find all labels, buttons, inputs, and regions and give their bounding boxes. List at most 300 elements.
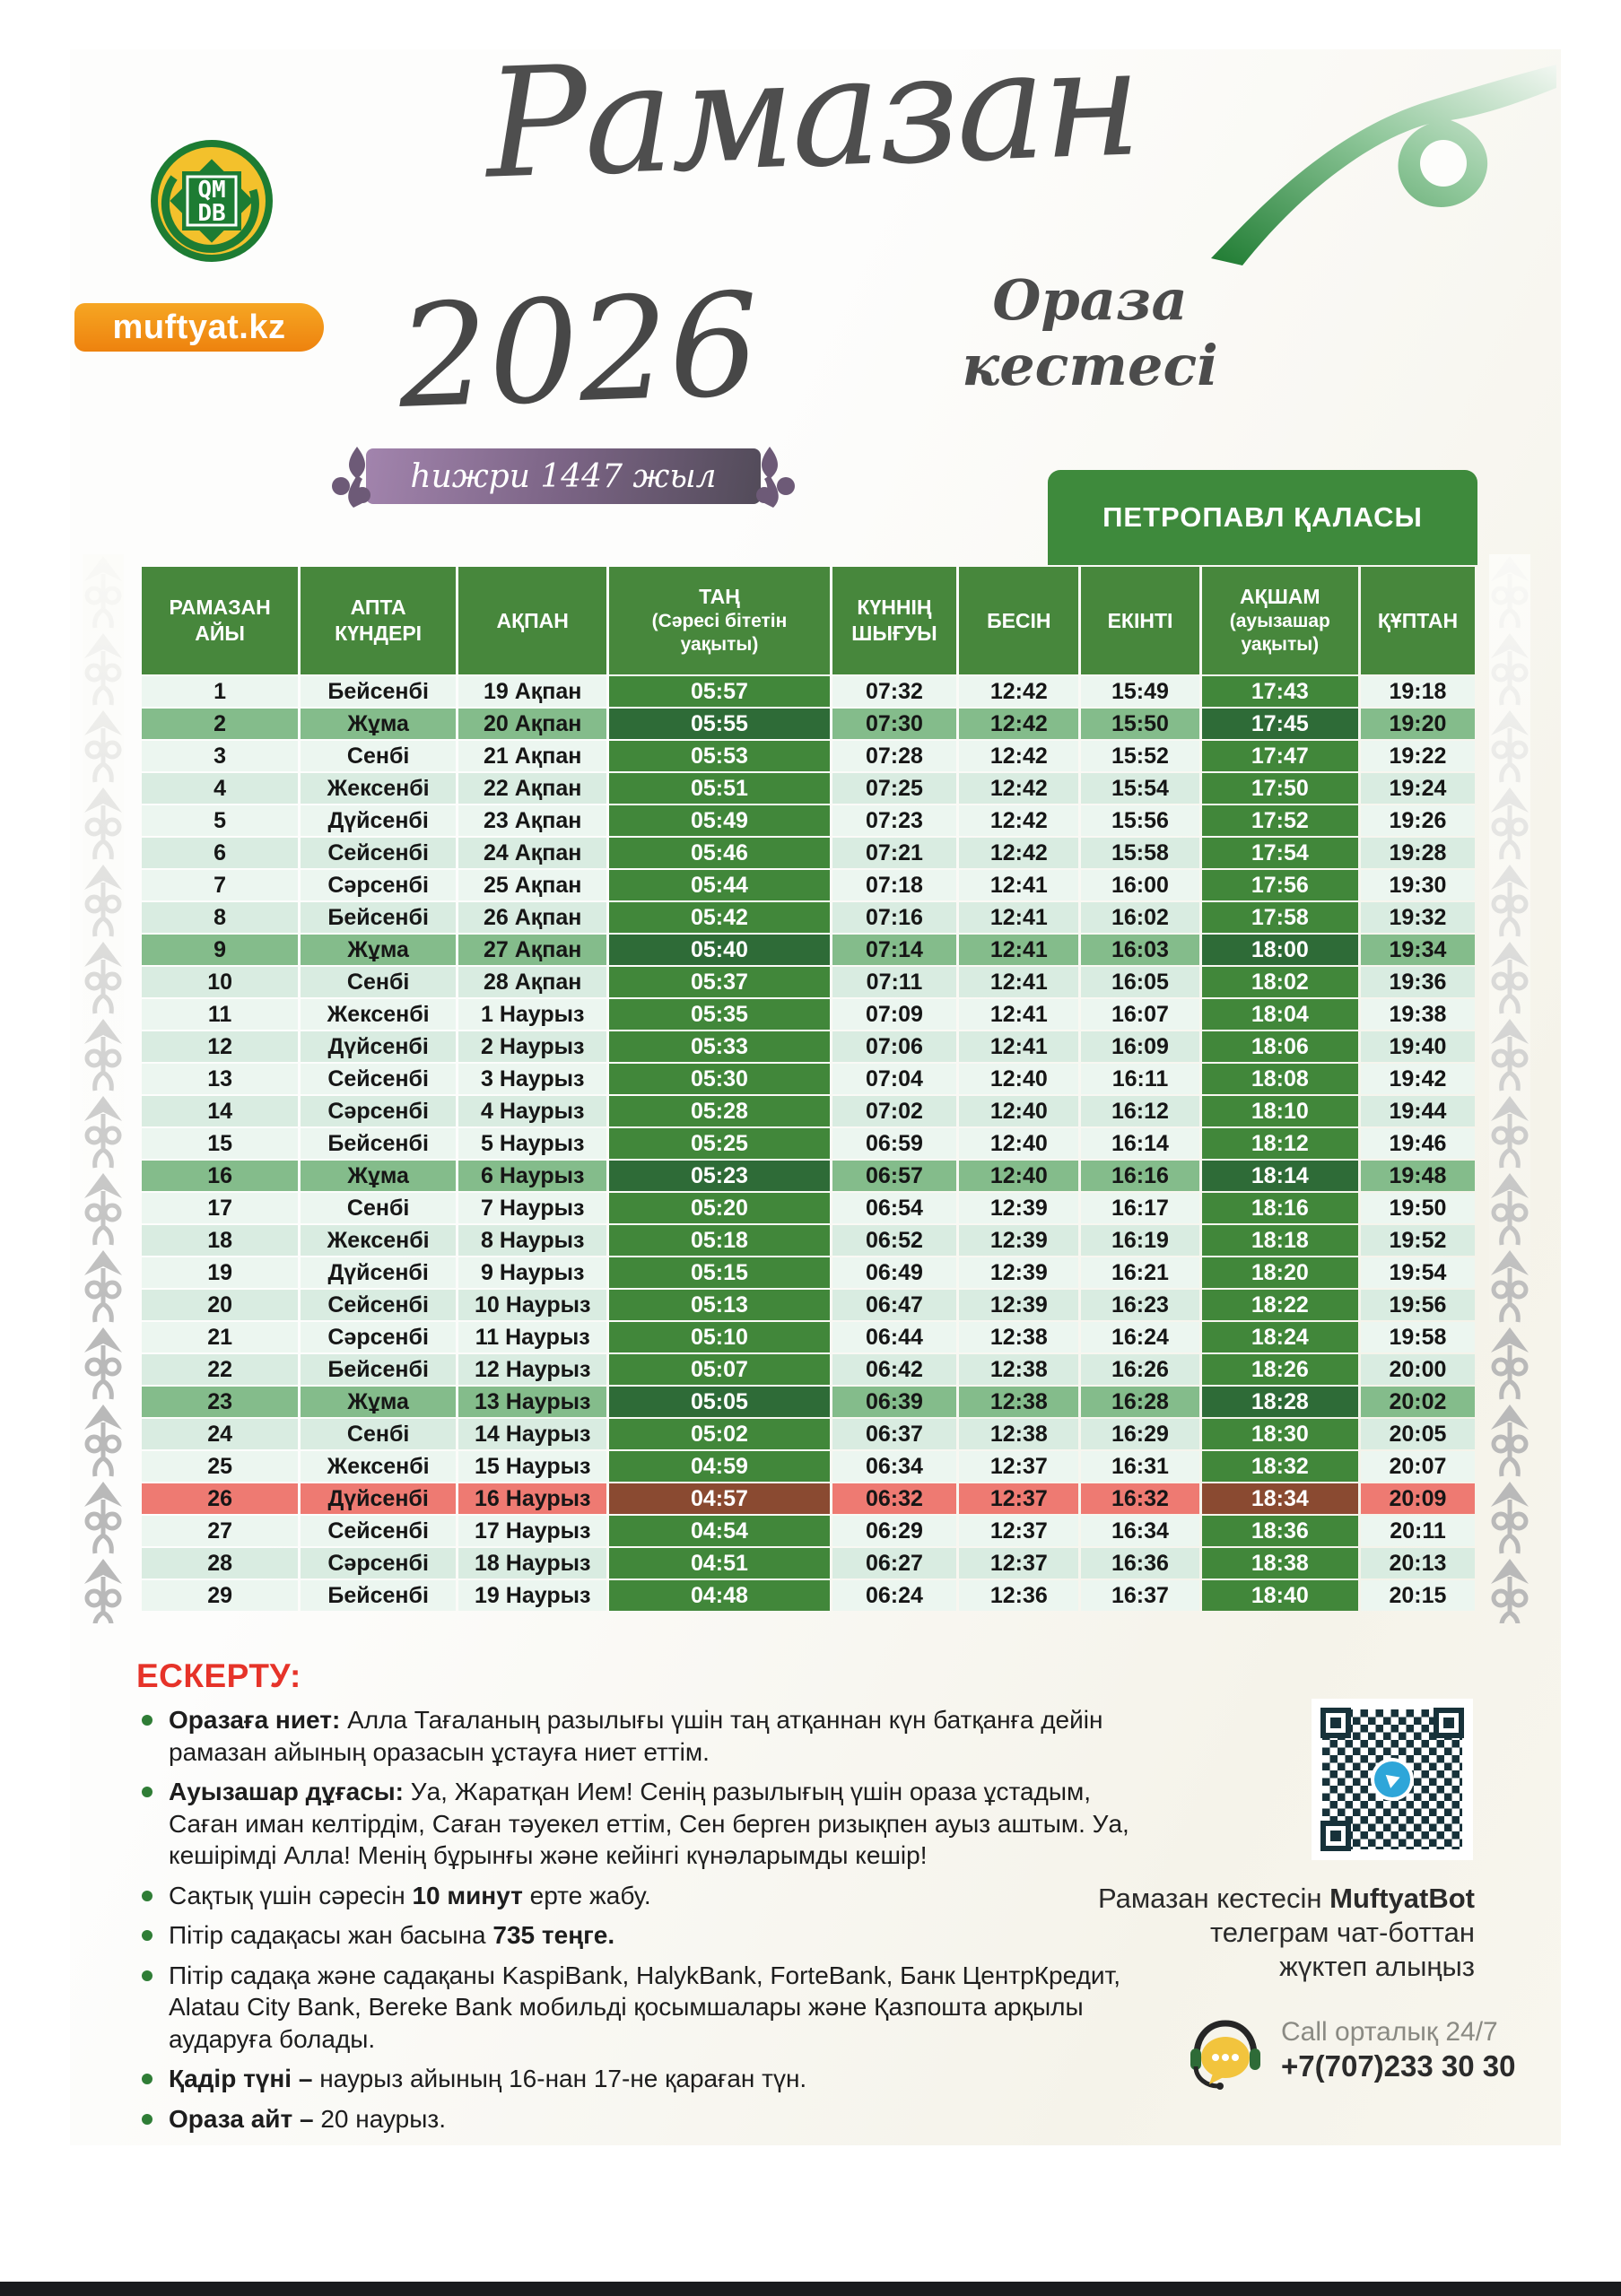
cell-asr-time: 16:05	[1081, 967, 1198, 997]
cell-asr-time: 16:26	[1081, 1354, 1198, 1385]
table-row	[142, 838, 1475, 868]
cell-day-number: 14	[142, 1096, 298, 1126]
table-row	[142, 1516, 1475, 1546]
cell-isha-time: 19:50	[1361, 1193, 1475, 1223]
cell-sunrise-time: 06:39	[832, 1387, 957, 1417]
table-row	[142, 999, 1475, 1030]
cell-sunrise-time: 06:42	[832, 1354, 957, 1385]
cell-day-number: 16	[142, 1161, 298, 1191]
cell-day-number: 8	[142, 902, 298, 933]
table-row	[142, 1580, 1475, 1611]
cell-asr-time: 16:16	[1081, 1161, 1198, 1191]
cell-sunrise-time: 06:24	[832, 1580, 957, 1611]
ribbon-ornament-left	[330, 443, 371, 509]
cell-date: 22 Ақпан	[458, 773, 606, 804]
ribbon-ornament-right	[755, 443, 797, 509]
bullet-dot-icon	[142, 1891, 153, 1901]
cell-maghrib-time: 18:04	[1202, 999, 1358, 1030]
cell-asr-time: 15:52	[1081, 741, 1198, 771]
qr-caption-line3: жүктеп алыңыз	[1279, 1950, 1475, 1982]
cell-date: 25 Ақпан	[458, 870, 606, 900]
table-row	[142, 870, 1475, 900]
bottom-edge-bar	[0, 2282, 1621, 2296]
cell-maghrib-time: 18:08	[1202, 1064, 1358, 1094]
cell-weekday: Сенбі	[301, 1193, 456, 1223]
cell-fajr-time: 05:46	[609, 838, 829, 868]
cell-asr-time: 16:31	[1081, 1451, 1198, 1482]
cell-isha-time: 19:36	[1361, 967, 1475, 997]
cell-isha-time: 20:09	[1361, 1483, 1475, 1514]
cell-maghrib-time: 18:16	[1202, 1193, 1358, 1223]
cell-fajr-time: 05:28	[609, 1096, 829, 1126]
cell-day-number: 28	[142, 1548, 298, 1578]
cell-sunrise-time: 07:23	[832, 805, 957, 836]
cell-day-number: 24	[142, 1419, 298, 1449]
cell-date: 2 Наурыз	[458, 1031, 606, 1062]
cell-isha-time: 20:13	[1361, 1548, 1475, 1578]
cell-weekday: Дүйсенбі	[301, 805, 456, 836]
cell-maghrib-time: 18:34	[1202, 1483, 1358, 1514]
cell-asr-time: 15:54	[1081, 773, 1198, 804]
table-row	[142, 741, 1475, 771]
cell-maghrib-time: 18:36	[1202, 1516, 1358, 1546]
cell-maghrib-time: 18:24	[1202, 1322, 1358, 1352]
cell-isha-time: 20:05	[1361, 1419, 1475, 1449]
col-header-zuhr: БЕСІН	[959, 567, 1078, 674]
col-header-isha: ҚҰПТАН	[1361, 567, 1475, 674]
cell-day-number: 17	[142, 1193, 298, 1223]
qr-caption	[933, 1882, 1475, 1983]
qr-code[interactable]	[1312, 1699, 1473, 1860]
bullet-dot-icon	[142, 1970, 153, 1981]
cell-day-number: 1	[142, 676, 298, 707]
cell-maghrib-time: 17:50	[1202, 773, 1358, 804]
cell-date: 8 Наурыз	[458, 1225, 606, 1256]
cell-day-number: 2	[142, 709, 298, 739]
cell-isha-time: 19:54	[1361, 1257, 1475, 1288]
cell-zuhr-time: 12:37	[959, 1548, 1078, 1578]
cell-isha-time: 20:07	[1361, 1451, 1475, 1482]
cell-date: 18 Наурыз	[458, 1548, 606, 1578]
cell-fajr-time: 05:44	[609, 870, 829, 900]
table-row	[142, 935, 1475, 965]
cell-weekday: Бейсенбі	[301, 676, 456, 707]
cell-maghrib-time: 18:20	[1202, 1257, 1358, 1288]
cell-isha-time: 19:38	[1361, 999, 1475, 1030]
table-row	[142, 1290, 1475, 1320]
table-row	[142, 1225, 1475, 1256]
cell-sunrise-time: 07:25	[832, 773, 957, 804]
cell-date: 20 Ақпан	[458, 709, 606, 739]
cell-weekday: Бейсенбі	[301, 1128, 456, 1159]
cell-zuhr-time: 12:37	[959, 1516, 1078, 1546]
notes-group-3	[136, 2063, 1159, 2135]
cell-isha-time: 19:58	[1361, 1322, 1475, 1352]
notes-group-1	[136, 1704, 1159, 1872]
cell-zuhr-time: 12:40	[959, 1161, 1078, 1191]
cell-sunrise-time: 07:30	[832, 709, 957, 739]
cell-zuhr-time: 12:36	[959, 1580, 1078, 1611]
cell-sunrise-time: 06:57	[832, 1161, 957, 1191]
cell-isha-time: 19:22	[1361, 741, 1475, 771]
cell-fajr-time: 05:42	[609, 902, 829, 933]
cell-sunrise-time: 07:32	[832, 676, 957, 707]
table-row	[142, 676, 1475, 707]
cell-fajr-time: 05:55	[609, 709, 829, 739]
cell-day-number: 25	[142, 1451, 298, 1482]
cell-maghrib-time: 18:14	[1202, 1161, 1358, 1191]
table-row	[142, 1257, 1475, 1288]
cell-day-number: 11	[142, 999, 298, 1030]
cell-weekday: Дүйсенбі	[301, 1483, 456, 1514]
bullet-dot-icon	[142, 1787, 153, 1797]
table-row	[142, 1354, 1475, 1385]
cell-asr-time: 16:36	[1081, 1548, 1198, 1578]
cell-date: 10 Наурыз	[458, 1290, 606, 1320]
cell-fajr-time: 05:18	[609, 1225, 829, 1256]
cell-weekday: Сәрсенбі	[301, 1548, 456, 1578]
cell-maghrib-time: 18:28	[1202, 1387, 1358, 1417]
cell-maghrib-time: 17:58	[1202, 902, 1358, 933]
call-center-phone[interactable]: +7(707)233 30 30	[1281, 2049, 1516, 2083]
cell-isha-time: 19:34	[1361, 935, 1475, 965]
table-row	[142, 805, 1475, 836]
cell-isha-time: 19:20	[1361, 709, 1475, 739]
cell-date: 21 Ақпан	[458, 741, 606, 771]
cell-asr-time: 16:09	[1081, 1031, 1198, 1062]
cell-asr-time: 16:12	[1081, 1096, 1198, 1126]
cell-asr-time: 16:11	[1081, 1064, 1198, 1094]
cell-zuhr-time: 12:40	[959, 1128, 1078, 1159]
cell-weekday: Сенбі	[301, 1419, 456, 1449]
cell-fajr-time: 05:53	[609, 741, 829, 771]
cell-fajr-time: 05:07	[609, 1354, 829, 1385]
cell-sunrise-time: 06:34	[832, 1451, 957, 1482]
cell-weekday: Дүйсенбі	[301, 1031, 456, 1062]
qmdb-logo	[149, 136, 275, 265]
cell-day-number: 18	[142, 1225, 298, 1256]
cell-sunrise-time: 06:49	[832, 1257, 957, 1288]
cell-zuhr-time: 12:42	[959, 838, 1078, 868]
table-row	[142, 1451, 1475, 1482]
cell-maghrib-time: 18:32	[1202, 1451, 1358, 1482]
cell-day-number: 6	[142, 838, 298, 868]
cell-date: 16 Наурыз	[458, 1483, 606, 1514]
cell-fajr-time: 05:35	[609, 999, 829, 1030]
col-header-sunrise: КҮННІҢ ШЫҒУЫ	[832, 567, 957, 674]
cell-weekday: Жұма	[301, 1387, 456, 1417]
cell-maghrib-time: 18:00	[1202, 935, 1358, 965]
cell-isha-time: 19:44	[1361, 1096, 1475, 1126]
qr-pattern	[1322, 1709, 1462, 1849]
col-header-date: АҚПАН	[458, 567, 606, 674]
cell-fajr-time: 05:37	[609, 967, 829, 997]
cell-weekday: Жексенбі	[301, 999, 456, 1030]
cell-date: 27 Ақпан	[458, 935, 606, 965]
bullet-dot-icon	[142, 2114, 153, 2125]
cell-asr-time: 16:03	[1081, 935, 1198, 965]
cell-date: 28 Ақпан	[458, 967, 606, 997]
table-row	[142, 1322, 1475, 1352]
cell-maghrib-time: 17:52	[1202, 805, 1358, 836]
site-badge-label: muftyat.kz	[112, 308, 286, 346]
cell-zuhr-time: 12:41	[959, 1031, 1078, 1062]
cell-isha-time: 20:02	[1361, 1387, 1475, 1417]
cell-asr-time: 16:07	[1081, 999, 1198, 1030]
cell-date: 5 Наурыз	[458, 1128, 606, 1159]
cell-day-number: 5	[142, 805, 298, 836]
table-row	[142, 1031, 1475, 1062]
table-row	[142, 709, 1475, 739]
cell-day-number: 21	[142, 1322, 298, 1352]
cell-sunrise-time: 07:11	[832, 967, 957, 997]
cell-zuhr-time: 12:38	[959, 1354, 1078, 1385]
cell-isha-time: 20:15	[1361, 1580, 1475, 1611]
cell-maghrib-time: 17:54	[1202, 838, 1358, 868]
cell-isha-time: 19:32	[1361, 902, 1475, 933]
cell-date: 15 Наурыз	[458, 1451, 606, 1482]
cell-zuhr-time: 12:37	[959, 1451, 1078, 1482]
cell-sunrise-time: 07:16	[832, 902, 957, 933]
cell-maghrib-time: 17:56	[1202, 870, 1358, 900]
cell-zuhr-time: 12:40	[959, 1064, 1078, 1094]
cell-date: 6 Наурыз	[458, 1161, 606, 1191]
page-subtitle: Ораза кестесі	[962, 267, 1218, 398]
note-iftar-dua: Ауызашар дұғасы: Уа, Жаратқан Ием! Сенің разылығың үшін ораза ұстадым, Саған иман келтірдім, Саған тәуекел еттім, Сен берген ризықпен ауыз аштым. Уа, кешірімді Алла! Менің бұрынғы және кейінгі күнәларымды кешір!	[136, 1776, 1159, 1872]
cell-fajr-time: 05:40	[609, 935, 829, 965]
col-header-fajr: ТАҢ (Сәресі бітетін уақыты)	[609, 567, 829, 674]
cell-sunrise-time: 06:44	[832, 1322, 957, 1352]
cell-weekday: Сейсенбі	[301, 1516, 456, 1546]
cell-isha-time: 19:48	[1361, 1161, 1475, 1191]
cell-weekday: Бейсенбі	[301, 902, 456, 933]
cell-zuhr-time: 12:42	[959, 709, 1078, 739]
cell-sunrise-time: 07:06	[832, 1031, 957, 1062]
cell-fajr-time: 05:57	[609, 676, 829, 707]
cell-day-number: 10	[142, 967, 298, 997]
cell-date: 19 Наурыз	[458, 1580, 606, 1611]
note-qadir-night: Қадір түні – наурыз айының 16-нан 17-не қараған түн.	[136, 2063, 1159, 2095]
qr-finder-icon	[1320, 1708, 1351, 1738]
note-fitr-amount: Пітір садақасы жан басына 735 теңге.	[136, 1919, 1159, 1952]
cell-maghrib-time: 18:40	[1202, 1580, 1358, 1611]
kazakh-ornament-left	[83, 554, 124, 1623]
cell-isha-time: 19:24	[1361, 773, 1475, 804]
cell-fajr-time: 04:57	[609, 1483, 829, 1514]
cell-day-number: 9	[142, 935, 298, 965]
table-row	[142, 773, 1475, 804]
cell-day-number: 26	[142, 1483, 298, 1514]
table-header-row	[142, 567, 1475, 674]
cell-date: 7 Наурыз	[458, 1193, 606, 1223]
cell-date: 24 Ақпан	[458, 838, 606, 868]
cell-sunrise-time: 07:09	[832, 999, 957, 1030]
cell-weekday: Сейсенбі	[301, 1290, 456, 1320]
cell-weekday: Жексенбі	[301, 773, 456, 804]
qr-caption-pre: Рамазан кестесін	[1097, 1883, 1330, 1914]
cell-fajr-time: 05:23	[609, 1161, 829, 1191]
cell-fajr-time: 05:05	[609, 1387, 829, 1417]
cell-date: 13 Наурыз	[458, 1387, 606, 1417]
muftyat-site-badge[interactable]	[74, 303, 324, 352]
cell-fajr-time: 04:59	[609, 1451, 829, 1482]
call-center-label: Call орталық 24/7	[1281, 2017, 1498, 2047]
cell-maghrib-time: 17:45	[1202, 709, 1358, 739]
cell-asr-time: 16:14	[1081, 1128, 1198, 1159]
cell-maghrib-time: 18:18	[1202, 1225, 1358, 1256]
cell-weekday: Сәрсенбі	[301, 1322, 456, 1352]
table-row	[142, 1128, 1475, 1159]
cell-asr-time: 15:49	[1081, 676, 1198, 707]
cell-date: 17 Наурыз	[458, 1516, 606, 1546]
ornament-fade	[83, 554, 124, 1623]
cell-date: 11 Наурыз	[458, 1322, 606, 1352]
table-row	[142, 1161, 1475, 1191]
cell-fajr-time: 04:51	[609, 1548, 829, 1578]
cell-fajr-time: 04:54	[609, 1516, 829, 1546]
note-banks: Пітір садақа және садақаны KaspiBank, HalykBank, ForteBank, Банк ЦентрКредит, Alatau City Bank, Bereke Bank мобильді қосымшалары және Қазпошта арқылы аударуға болады.	[136, 1960, 1159, 2056]
cell-fajr-time: 04:48	[609, 1580, 829, 1611]
cell-day-number: 3	[142, 741, 298, 771]
cell-date: 14 Наурыз	[458, 1419, 606, 1449]
cell-sunrise-time: 06:37	[832, 1419, 957, 1449]
cell-zuhr-time: 12:41	[959, 902, 1078, 933]
qr-finder-icon	[1434, 1708, 1464, 1738]
cell-zuhr-time: 12:40	[959, 1096, 1078, 1126]
bullet-dot-icon	[142, 1715, 153, 1726]
cell-asr-time: 16:37	[1081, 1580, 1198, 1611]
col-header-day: РАМАЗАН АЙЫ	[142, 567, 298, 674]
call-center-text	[1281, 2017, 1515, 2083]
cell-zuhr-time: 12:41	[959, 935, 1078, 965]
cell-asr-time: 16:32	[1081, 1483, 1198, 1514]
cell-maghrib-time: 18:38	[1202, 1548, 1358, 1578]
cell-day-number: 20	[142, 1290, 298, 1320]
ornament-fade	[1489, 554, 1530, 1623]
cell-day-number: 22	[142, 1354, 298, 1385]
cell-weekday: Сейсенбі	[301, 838, 456, 868]
cell-asr-time: 16:17	[1081, 1193, 1198, 1223]
cell-asr-time: 15:50	[1081, 709, 1198, 739]
cell-isha-time: 19:56	[1361, 1290, 1475, 1320]
city-button-label: ПЕТРОПАВЛ ҚАЛАСЫ	[1102, 501, 1423, 533]
cell-asr-time: 16:21	[1081, 1257, 1198, 1288]
table-row	[142, 967, 1475, 997]
cell-asr-time: 16:00	[1081, 870, 1198, 900]
bullet-dot-icon	[142, 2074, 153, 2084]
cell-date: 4 Наурыз	[458, 1096, 606, 1126]
cell-weekday: Бейсенбі	[301, 1580, 456, 1611]
cell-asr-time: 16:28	[1081, 1387, 1198, 1417]
cell-isha-time: 20:00	[1361, 1354, 1475, 1385]
cell-sunrise-time: 06:52	[832, 1225, 957, 1256]
cell-fajr-time: 05:49	[609, 805, 829, 836]
cell-maghrib-time: 18:30	[1202, 1419, 1358, 1449]
cell-zuhr-time: 12:37	[959, 1483, 1078, 1514]
wave-ornament	[1207, 63, 1561, 287]
cell-weekday: Сәрсенбі	[301, 1096, 456, 1126]
cell-zuhr-time: 12:38	[959, 1387, 1078, 1417]
cell-asr-time: 16:23	[1081, 1290, 1198, 1320]
cell-maghrib-time: 17:43	[1202, 676, 1358, 707]
city-button[interactable]	[1048, 470, 1477, 565]
cell-asr-time: 16:19	[1081, 1225, 1198, 1256]
kazakh-ornament-right	[1489, 554, 1530, 1623]
cell-weekday: Сенбі	[301, 741, 456, 771]
cell-fajr-time: 05:33	[609, 1031, 829, 1062]
hijri-year-ribbon	[366, 448, 761, 504]
cell-weekday: Дүйсенбі	[301, 1257, 456, 1288]
cell-isha-time: 19:42	[1361, 1064, 1475, 1094]
cell-day-number: 27	[142, 1516, 298, 1546]
cell-fajr-time: 05:13	[609, 1290, 829, 1320]
cell-date: 12 Наурыз	[458, 1354, 606, 1385]
call-center-icon	[1182, 2007, 1268, 2093]
table-row	[142, 1483, 1475, 1514]
cell-asr-time: 16:29	[1081, 1419, 1198, 1449]
cell-sunrise-time: 07:21	[832, 838, 957, 868]
cell-zuhr-time: 12:41	[959, 967, 1078, 997]
cell-day-number: 29	[142, 1580, 298, 1611]
cell-sunrise-time: 07:04	[832, 1064, 957, 1094]
cell-sunrise-time: 07:14	[832, 935, 957, 965]
cell-day-number: 4	[142, 773, 298, 804]
cell-date: 9 Наурыз	[458, 1257, 606, 1288]
logo-letters-bottom: DB	[197, 200, 226, 227]
cell-zuhr-time: 12:41	[959, 870, 1078, 900]
qr-caption-bot-name: MuftyatBot	[1329, 1883, 1475, 1914]
cell-maghrib-time: 18:22	[1202, 1290, 1358, 1320]
cell-asr-time: 16:34	[1081, 1516, 1198, 1546]
note-eid: Ораза айт – 20 наурыз.	[136, 2103, 1159, 2135]
cell-sunrise-time: 07:28	[832, 741, 957, 771]
cell-weekday: Жұма	[301, 935, 456, 965]
qr-finder-icon	[1320, 1821, 1351, 1851]
cell-isha-time: 19:40	[1361, 1031, 1475, 1062]
cell-weekday: Жексенбі	[301, 1225, 456, 1256]
cell-weekday: Сәрсенбі	[301, 870, 456, 900]
cell-maghrib-time: 18:02	[1202, 967, 1358, 997]
cell-asr-time: 16:24	[1081, 1322, 1198, 1352]
cell-asr-time: 15:56	[1081, 805, 1198, 836]
cell-fajr-time: 05:25	[609, 1128, 829, 1159]
note-intention: Оразаға ниет: Алла Тағаланың разылығы үшін таң атқаннан күн батқанға дейін рамазан айының оразасын ұстауға ниет еттім.	[136, 1704, 1159, 1768]
cell-fajr-time: 05:02	[609, 1419, 829, 1449]
cell-fajr-time: 05:20	[609, 1193, 829, 1223]
cell-sunrise-time: 07:18	[832, 870, 957, 900]
cell-weekday: Жұма	[301, 1161, 456, 1191]
cell-zuhr-time: 12:42	[959, 805, 1078, 836]
cell-fajr-time: 05:30	[609, 1064, 829, 1094]
cell-zuhr-time: 12:39	[959, 1193, 1078, 1223]
cell-fajr-time: 05:15	[609, 1257, 829, 1288]
cell-isha-time: 19:26	[1361, 805, 1475, 836]
hijri-year-label: һижри 1447 жыл	[410, 457, 717, 495]
call-center-block	[1182, 2007, 1515, 2093]
qr-caption-line2: телеграм чат-боттан	[1209, 1916, 1475, 1948]
cell-zuhr-time: 12:38	[959, 1419, 1078, 1449]
cell-maghrib-time: 17:47	[1202, 741, 1358, 771]
cell-maghrib-time: 18:12	[1202, 1128, 1358, 1159]
cell-weekday: Сейсенбі	[301, 1064, 456, 1094]
cell-day-number: 12	[142, 1031, 298, 1062]
cell-isha-time: 19:30	[1361, 870, 1475, 900]
cell-isha-time: 19:28	[1361, 838, 1475, 868]
cell-fajr-time: 05:51	[609, 773, 829, 804]
table-row	[142, 1064, 1475, 1094]
table-row	[142, 1193, 1475, 1223]
notes-heading: ЕСКЕРТУ:	[136, 1657, 301, 1694]
